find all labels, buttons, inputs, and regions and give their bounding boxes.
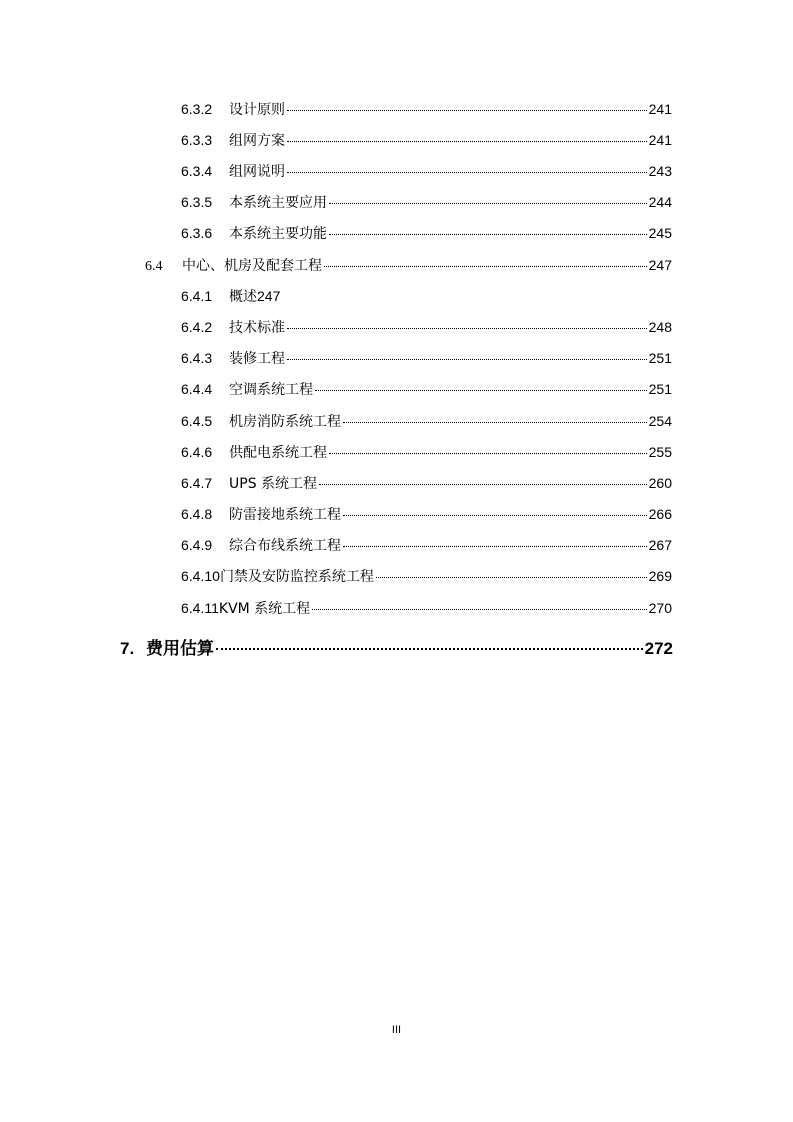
dot-leader — [315, 390, 647, 391]
toc-title: 概述 — [229, 289, 257, 305]
toc-title: 本系统主要功能 — [229, 226, 327, 242]
toc-number: 6.3.2 — [181, 101, 213, 117]
toc-page-number: 254 — [648, 413, 672, 429]
toc-title: 装修工程 — [229, 351, 285, 367]
toc-entry-6-4-1[interactable] — [181, 286, 672, 308]
toc-title: 组网方案 — [229, 133, 285, 149]
toc-page-number: 270 — [648, 600, 672, 616]
toc-title: KVM 系统工程 — [218, 601, 311, 617]
toc-page-number: 247 — [648, 257, 672, 273]
dot-leader — [287, 141, 647, 142]
toc-number: 6.4.1 — [181, 288, 213, 304]
toc-page-number: 241 — [648, 101, 672, 117]
toc-number: 6.3.3 — [181, 132, 213, 148]
toc-title: 设计原则 — [229, 102, 285, 118]
dot-leader — [329, 453, 647, 454]
dot-leader — [312, 609, 646, 610]
toc-number: 7. — [120, 639, 135, 658]
toc-number: 6.4.3 — [181, 350, 213, 366]
toc-title: 门禁及安防监控系统工程 — [219, 569, 374, 585]
toc-page-number: 272 — [644, 639, 673, 658]
dot-leader — [343, 422, 647, 423]
toc-number: 6.4 — [145, 259, 163, 274]
toc-entry-6-4-6[interactable] — [181, 442, 672, 464]
toc-page-number: 255 — [648, 444, 672, 460]
dot-leader — [287, 359, 647, 360]
page-footer-number: III — [391, 1024, 402, 1036]
dot-leader — [343, 546, 647, 547]
dot-leader — [287, 110, 647, 111]
toc-title: UPS 系统工程 — [229, 476, 318, 492]
toc-page-number: 266 — [648, 506, 672, 522]
toc-page-number: 245 — [648, 225, 672, 241]
toc-page-number: 260 — [648, 475, 672, 491]
toc-entry-6-4-4[interactable] — [181, 379, 672, 401]
toc-entry-6-4-10[interactable] — [181, 566, 672, 588]
toc-page-number: 248 — [648, 319, 672, 335]
toc-entry-6-4-3[interactable] — [181, 348, 672, 370]
toc-number: 6.4.6 — [181, 444, 213, 460]
dot-leader — [343, 515, 647, 516]
toc-title: 中心、机房及配套工程 — [182, 258, 322, 274]
toc-title: 组网说明 — [229, 164, 285, 180]
dot-leader — [287, 172, 647, 173]
toc-number: 6.4.8 — [181, 506, 213, 522]
toc-title: 技术标准 — [229, 320, 285, 336]
toc-page-number: 267 — [648, 537, 672, 553]
toc-title: 本系统主要应用 — [229, 195, 327, 211]
toc-entry-6-3-2[interactable] — [181, 99, 672, 121]
toc-entry-6-4-2[interactable] — [181, 317, 672, 339]
toc-entry-6-4-11[interactable] — [181, 598, 672, 620]
toc-entry-6-4[interactable] — [145, 255, 672, 277]
toc-page-number: 251 — [648, 381, 672, 397]
toc-entry-6-3-5[interactable] — [181, 192, 672, 214]
dot-leader — [329, 203, 647, 204]
toc-number: 6.4.7 — [181, 475, 213, 491]
toc-title: 防雷接地系统工程 — [229, 507, 341, 523]
dot-leader — [216, 648, 643, 650]
toc-title: 费用估算 — [146, 639, 214, 659]
toc-number: 6.3.4 — [181, 163, 213, 179]
toc-number: 6.3.5 — [181, 194, 213, 210]
toc-entry-6-3-3[interactable] — [181, 130, 672, 152]
toc-entry-6-4-8[interactable] — [181, 504, 672, 526]
toc-page-number: 241 — [648, 132, 672, 148]
dot-leader — [376, 577, 647, 578]
toc-page-number: 243 — [648, 163, 672, 179]
toc-page-number: 247 — [257, 288, 281, 304]
toc-title: 空调系统工程 — [229, 382, 313, 398]
toc-number: 6.4.11 — [181, 600, 219, 616]
toc-entry-6-3-6[interactable] — [181, 223, 672, 245]
toc-number: 6.4.2 — [181, 319, 213, 335]
toc-number: 6.4.4 — [181, 381, 213, 397]
toc-page-number: 251 — [648, 350, 672, 366]
toc-page-number: 244 — [648, 194, 672, 210]
toc-entry-7[interactable] — [120, 634, 673, 660]
toc-title: 综合布线系统工程 — [229, 538, 341, 554]
dot-leader — [287, 328, 647, 329]
toc-title: 机房消防系统工程 — [229, 414, 341, 430]
toc-title: 供配电系统工程 — [229, 445, 327, 461]
toc-entry-6-4-5[interactable] — [181, 411, 672, 433]
toc-number: 6.3.6 — [181, 225, 213, 241]
toc-number: 6.4.5 — [181, 413, 213, 429]
toc-number: 6.4.9 — [181, 537, 213, 553]
toc-entry-6-4-7[interactable] — [181, 473, 672, 495]
dot-leader — [329, 234, 647, 235]
dot-leader — [319, 484, 647, 485]
toc-page-number: 269 — [648, 568, 672, 584]
toc-entry-6-4-9[interactable] — [181, 535, 672, 557]
dot-leader — [324, 266, 647, 267]
toc-number: 6.4.10 — [181, 568, 220, 584]
toc-entry-6-3-4[interactable] — [181, 161, 672, 183]
